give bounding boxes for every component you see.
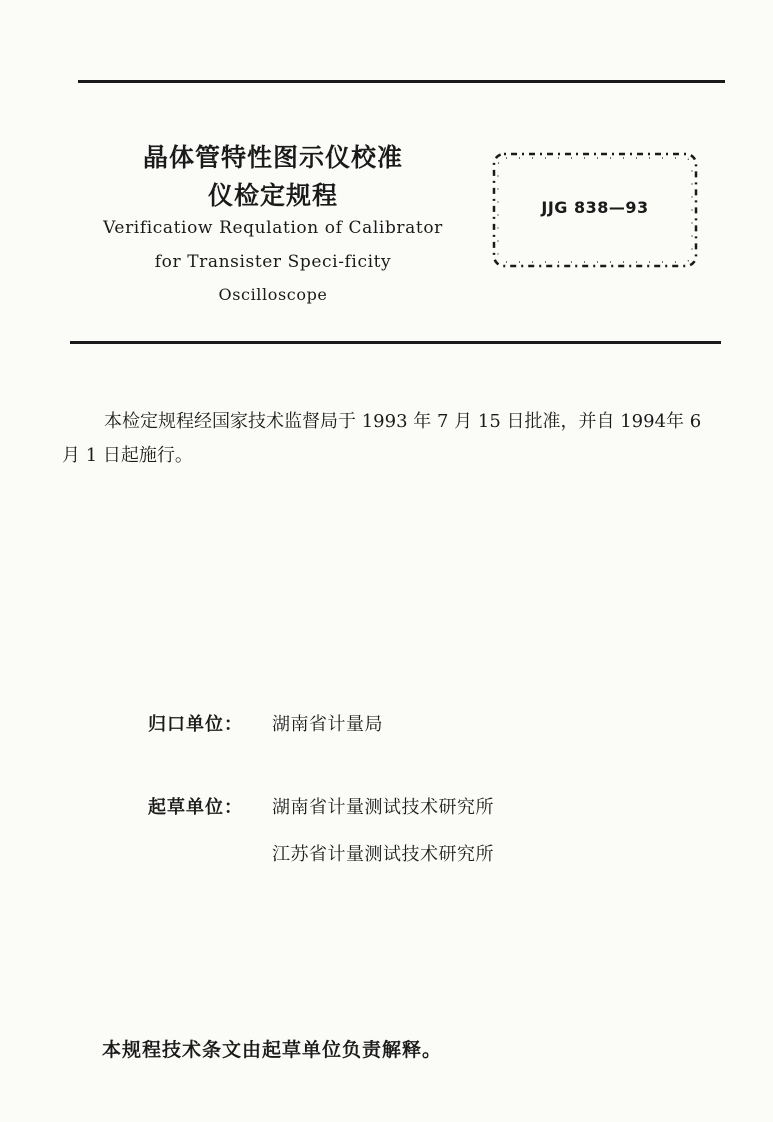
responsible-unit-value: 湖南省计量局 [272,714,383,735]
drafting-unit-label: 起草单位： [148,797,243,818]
drafting-unit-value-2: 江苏省计量测试技术研究所 [272,844,494,865]
interpretation-note: 本规程技术条文由起草单位负责解释。 [102,1039,443,1061]
title-en-line2: for Transister Speci-ficity [154,252,392,272]
regulation-code: JJG 838—93 [541,198,649,217]
middle-rule [70,341,721,344]
responsible-unit-label: 归口单位： [148,714,243,735]
title-cn-line2: 仪检定规程 [207,181,338,210]
title-en-line3: Oscilloscope [218,285,328,304]
title-en-line1: Verificatiow Requlation of Calibrator [103,218,443,238]
title-cn-line1: 晶体管特性图示仪校准 [142,143,403,172]
regulation-code-box [488,148,702,272]
top-rule [78,80,725,83]
approval-statement: 本检定规程经国家技术监督局于 1993 年 7 月 15 日批准，并自 1994年 6 月 1 日起施行。 [62,411,702,466]
drafting-unit-value-1: 湖南省计量测试技术研究所 [272,797,494,818]
